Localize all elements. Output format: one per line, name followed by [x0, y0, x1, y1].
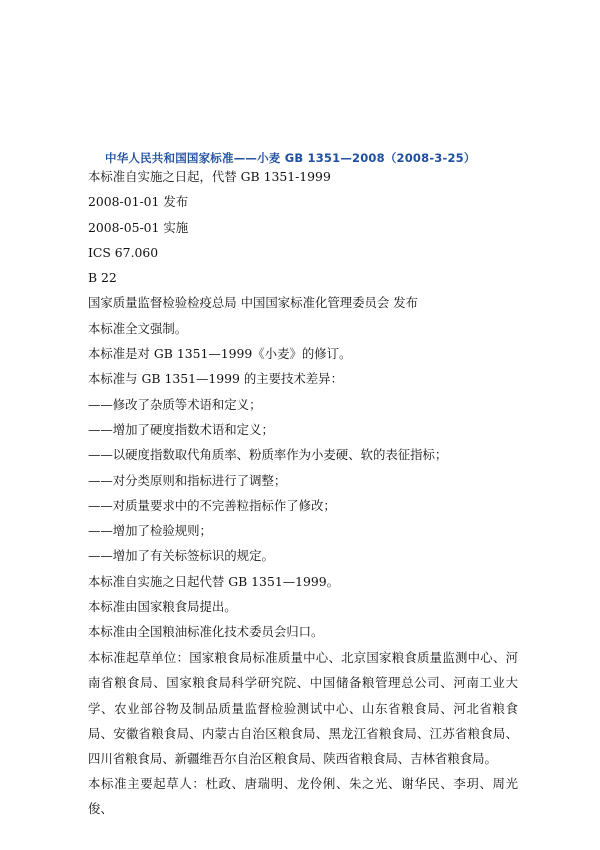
text-line: 本标准是对 GB 1351—1999《小麦》的修订。	[88, 346, 352, 362]
text-line: 本标准与 GB 1351—1999 的主要技术差异：	[88, 371, 343, 387]
text-line: 本标准由全国粮油标准化技术委员会归口。	[88, 624, 324, 640]
drafters-paragraph: 本标准主要起草人：杜政、唐瑞明、龙伶俐、朱之光、谢华民、李玥、周光俊、	[88, 776, 518, 817]
text-line: 本标准全文强制。	[88, 320, 188, 336]
text-line: 本标准自实施之日起代替 GB 1351—1999。	[88, 573, 340, 589]
list-item: ——增加了检验规则；	[88, 523, 212, 539]
list-item: ——对分类原则和指标进行了调整；	[88, 472, 287, 488]
text-line: ICS 67.060	[88, 244, 159, 260]
text-line: 本标准自实施之日起，代替 GB 1351-1999	[88, 169, 331, 184]
text-line: 国家质量监督检验检疫总局 中国国家标准化管理委员会 发布	[88, 295, 419, 311]
document-body	[88, 164, 518, 645]
text-line: 本标准由国家粮食局提出。	[88, 599, 237, 615]
drafting-units-paragraph: 本标准起草单位：国家粮食局标准质量中心、北京国家粮食质量监测中心、河南省粮食局、国家粮食局科学研究院、中国储备粮管理总公司、河南工业大学、农业部谷物及制品质量监督检验测试中心、山东省粮食局、河北省粮食局、安徽省粮食局、内蒙古自治区粮食局、黑龙江省粮食局、江苏省粮食局、四川省粮食局、新疆维吾尔自治区粮食局、陕西省粮食局、吉林省粮食局。	[88, 650, 518, 767]
list-item: ——增加了硬度指数术语和定义；	[88, 421, 274, 437]
text-line: 2008-05-01 实施	[88, 219, 189, 235]
document-title: 中华人民共和国国家标准——小麦 GB 1351—2008（2008-3-25）	[105, 151, 476, 165]
text-line: 2008-01-01 发布	[88, 194, 189, 210]
text-line: B 22	[88, 270, 117, 286]
list-item: ——增加了有关标签标识的规定。	[88, 548, 274, 564]
list-item: ——对质量要求中的不完善粒指标作了修改；	[88, 497, 336, 513]
list-item: ——修改了杂质等术语和定义；	[88, 396, 262, 412]
list-item: ——以硬度指数取代角质率、粉质率作为小麦硬、软的表征指标；	[88, 447, 448, 463]
